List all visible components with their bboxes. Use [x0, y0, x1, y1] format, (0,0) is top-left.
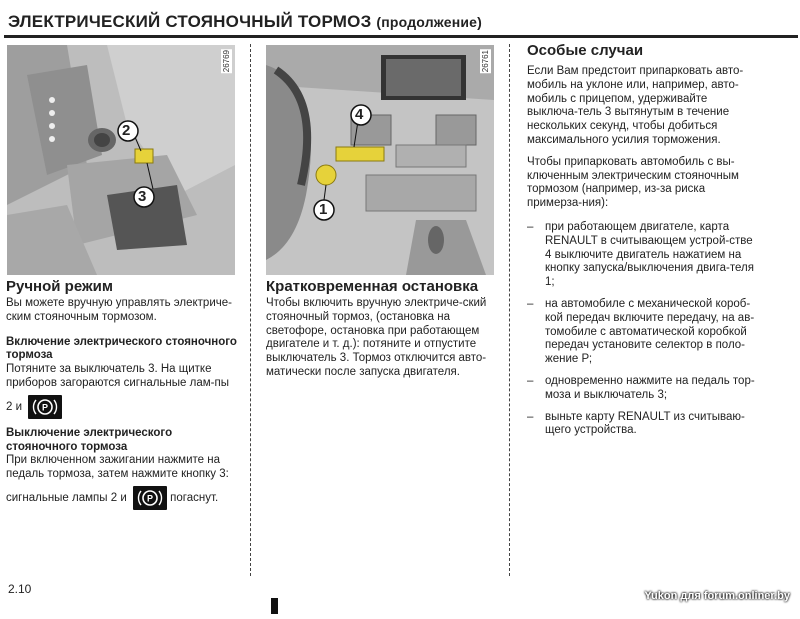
brake-on-text: [6, 363, 238, 391]
special-cases-p1: Если Вам предстоит припарковать авто-мобиль на уклоне или, например, авто-мобиль с прицепом, удерживайте выключа-тель 3 вытянутым в течение нескольких секунд, чтобы добиться максимального усилия торможения.: [527, 65, 744, 146]
list-item: – одновременно нажмите на педаль тор-моза и выключатель 3;: [527, 374, 755, 401]
callout-label-2: 2: [122, 122, 131, 139]
brake-off-lamps: [6, 486, 238, 510]
column-special-cases: [527, 42, 759, 446]
page-title: [8, 12, 482, 32]
list-item: – выньте карту RENAULT из считываю-щего устройства.: [527, 410, 745, 437]
short-stop-heading: Кратковременная остановка: [266, 278, 479, 295]
brake-on-lamps-text: 2 и: [6, 400, 23, 413]
callout-label-4: 4: [355, 106, 364, 123]
brake-off-lamps-text: сигнальные лампы 2 и: [6, 492, 127, 504]
brake-on-heading: Включение электрического стояночного тормоза: [6, 335, 237, 362]
figure-left-photo: [7, 45, 235, 275]
list-item-text: одновременно нажмите на педаль тор-моза и выключатель 3;: [545, 374, 755, 401]
special-cases-p2: Чтобы припарковать автомобиль с вы-ключенным электрическим стояночным тормозом (например, из-за риска примерза-ния):: [527, 155, 739, 210]
title-subtitle: (продолжение): [376, 14, 483, 30]
page-number: 2.10: [8, 582, 32, 596]
binding-mark: [271, 598, 278, 614]
parking-brake-lamp-icon: [28, 395, 62, 419]
brake-off-lamps-suffix: погаснут.: [170, 492, 219, 504]
figure-left-callouts: [7, 45, 235, 275]
svg-text:P: P: [146, 493, 153, 504]
column-short-stop: [266, 278, 496, 388]
brake-off-text: При включенном зажигании нажмите на педаль тормоза, затем нажмите кнопку 3:: [6, 454, 229, 481]
callout-label-3: 3: [138, 188, 147, 205]
parking-brake-lamp-icon: [133, 486, 167, 510]
figure-middle-callouts: [266, 45, 494, 275]
brake-on-lamps: [6, 395, 238, 419]
figure-middle-code: 26761: [481, 50, 490, 73]
svg-text:P: P: [42, 402, 49, 413]
list-item: – на автомобиле с механической короб-кой передач включите передачу, на ав-томобиле с автоматической коробкой передач установите селектор в поло-жение Р;: [527, 297, 755, 366]
manual-mode-heading: Ручной режим: [6, 278, 113, 295]
short-stop-text: Чтобы включить вручную электриче-ский стояночный тормоз, (остановка на светофоре, остановка при работающем двигателе и т. д.): потяните и отпустите выключатель 3. Тормоз отключится авто-матически после запуска двигателя.: [266, 297, 487, 378]
figure-left-code: 26769: [222, 50, 231, 73]
column-divider-2: [509, 44, 510, 576]
figure-middle-photo: [266, 45, 494, 275]
list-item: – при работающем двигателе, карта RENAULT в считывающем устрой-стве 4 выключите двигатель нажатием на кнопку запуска/выключения двига-теля 1;: [527, 220, 754, 289]
brake-off-heading: Выключение электрического стояночного тормоза: [6, 426, 173, 453]
list-item-text: при работающем двигателе, карта RENAULT в считывающем устрой-стве 4 выключите двигатель нажатием на кнопку запуска/выключения двига-теля 1;: [545, 220, 754, 289]
manual-mode-intro: Вы можете вручную управлять электриче-ским стояночным тормозом.: [6, 297, 232, 323]
column-divider-1: [250, 44, 251, 576]
callout-label-1: 1: [319, 201, 328, 218]
watermark: Yukon для forum.onliner.by: [644, 590, 790, 602]
special-cases-heading: Особые случаи: [527, 42, 644, 59]
title-rule: [4, 35, 798, 38]
list-item-text: выньте карту RENAULT из считываю-щего устройства.: [545, 410, 745, 437]
column-manual-mode: [6, 278, 238, 518]
title-text: ЭЛЕКТРИЧЕСКИЙ СТОЯНОЧНЫЙ ТОРМОЗ: [8, 12, 372, 31]
list-item-text: на автомобиле с механической короб-кой передач включите передачу, на ав-томобиле с автоматической коробкой передач установите селектор в поло-жение Р;: [545, 297, 755, 366]
brake-on-instructions: Потяните за выключатель 3. На щитке приборов загораются сигнальные лам-пы: [6, 363, 229, 389]
